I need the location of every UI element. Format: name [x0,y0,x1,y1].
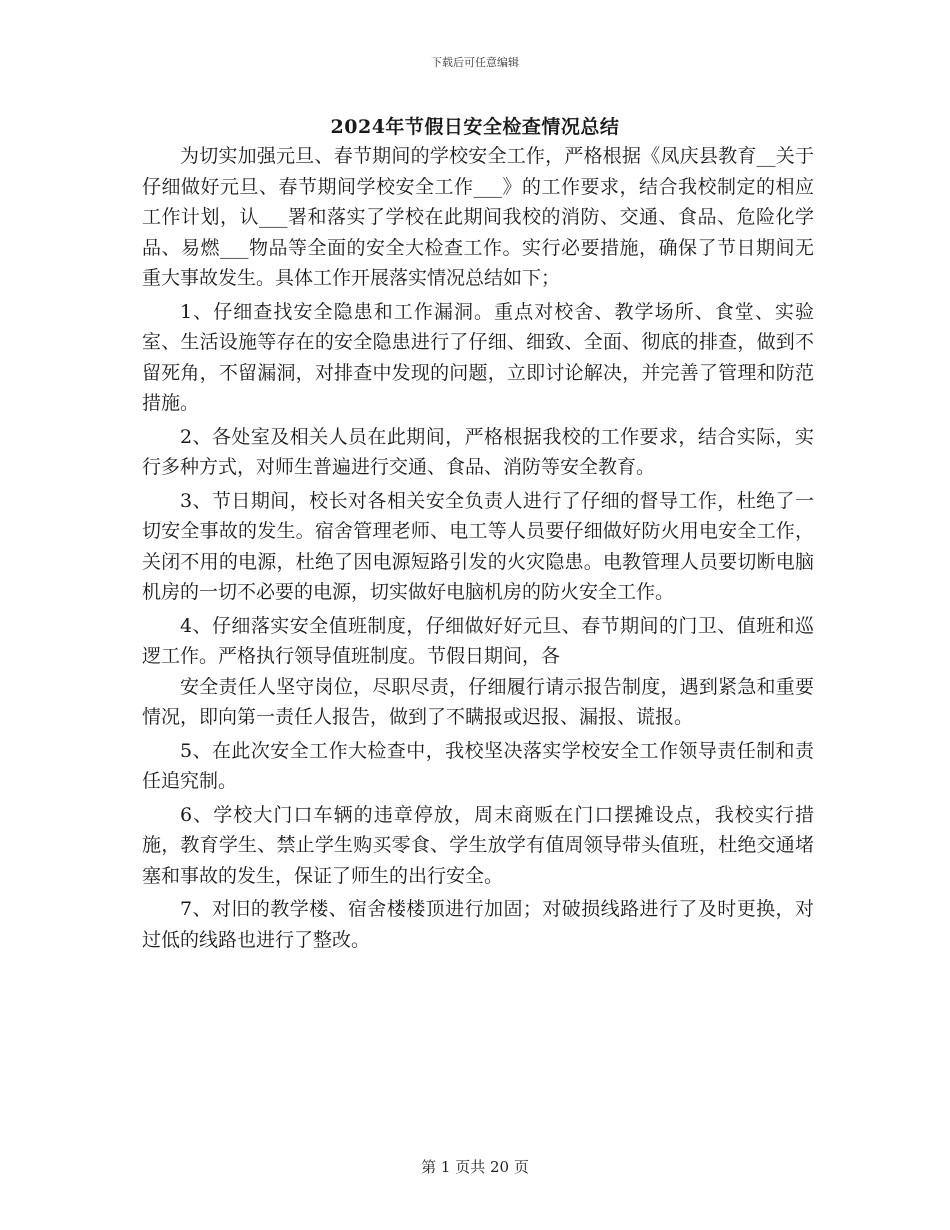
paragraph-item-4-continued: 安全责任人坚守岗位，尽职尽责，仔细履行请示报告制度，遇到紧急和重要情况，即向第一责任人报告，做到了不瞒报或迟报、漏报、谎报。 [142,675,814,728]
document-title: 2024年节假日安全检查情况总结 [330,116,620,138]
paragraph-item-5: 5、在此次安全工作大检查中，我校坚决落实学校安全工作领导责任制和责任追究制。 [142,739,814,792]
page-number-footer: 第 1 页共 20 页 [421,1158,529,1176]
paragraph-item-7: 7、对旧的教学楼、宿舍楼楼顶进行加固；对破损线路进行了及时更换，对过低的线路也进行了整改。 [142,898,814,951]
paragraph-item-2: 2、各处室及相关人员在此期间，严格根据我校的工作要求，结合实际，实行多种方式，对师生普遍进行交通、食品、消防等安全教育。 [142,425,814,478]
paragraph-item-1: 1、仔细查找安全隐患和工作漏洞。重点对校舍、教学场所、食堂、实验室、生活设施等存在的安全隐患进行了仔细、细致、全面、彻底的排查，做到不留死角，不留漏洞，对排查中发现的问题，立即讨论解决，并完善了管理和防范措施。 [142,300,814,414]
paragraph-item-6: 6、学校大门口车辆的违章停放，周末商贩在门口摆摊设点，我校实行措施，教育学生、禁止学生购买零食、学生放学有值周领导带头值班，杜绝交通堵塞和事故的发生，保证了师生的出行安全。 [142,803,814,887]
header-note: 下载后可任意编辑 [431,56,519,69]
document-body [142,141,814,958]
paragraph-intro: 为切实加强元旦、春节期间的学校安全工作，严格根据《凤庆县教育__关于仔细做好元旦、春节期间学校安全工作___》的工作要求，结合我校制定的相应工作计划，认___署和落实了学校在此期间我校的消防、交通、食品、危险化学品、易燃___物品等全面的安全大检查工作。实行必要措施，确保了节日期间无重大事故发生。具体工作开展落实情况总结如下； [142,145,814,289]
paragraph-item-4: 4、仔细落实安全值班制度，仔细做好好元旦、春节期间的门卫、值班和巡逻工作。严格执行领导值班制度。节假日期间，各 [142,614,814,667]
paragraph-item-3: 3、节日期间，校长对各相关安全负责人进行了仔细的督导工作，杜绝了一切安全事故的发生。宿舍管理老师、电工等人员要仔细做好防火用电安全工作，关闭不用的电源，杜绝了因电源短路引发的火灾隐患。电教管理人员要切断电脑机房的一切不必要的电源，切实做好电脑机房的防火安全工作。 [142,489,814,603]
